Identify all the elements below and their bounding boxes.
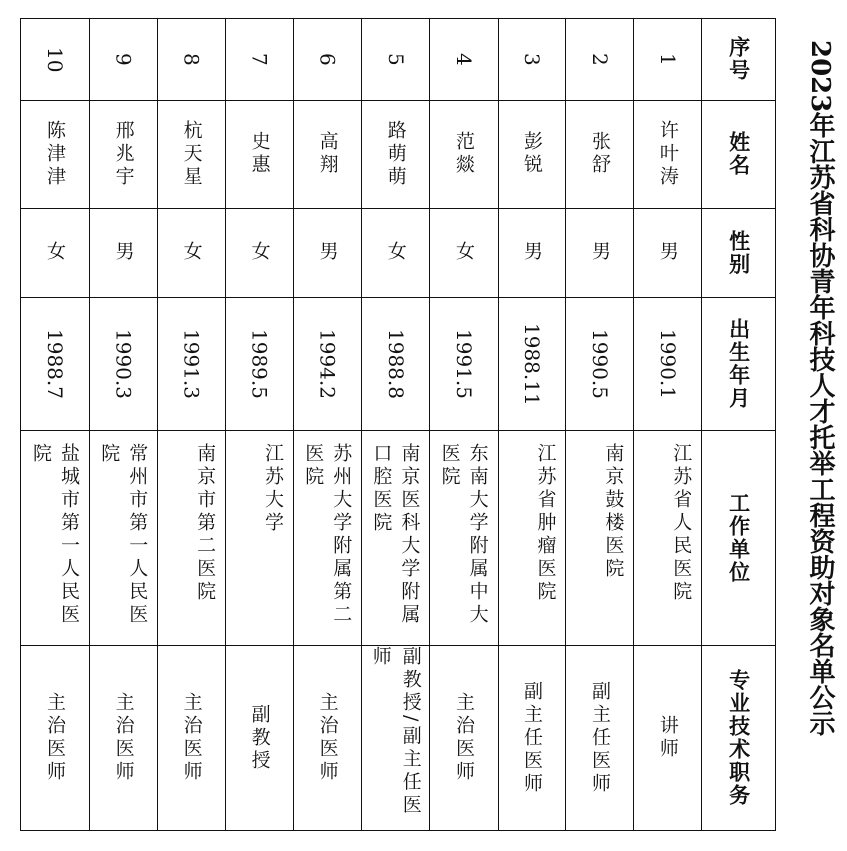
cell-no: 6 (294, 19, 361, 101)
cell-title: 主治医师 (44, 692, 67, 785)
cell-unit: 江苏省肿瘤医院 (499, 431, 566, 646)
cell-birth: 1990.5 (566, 298, 633, 431)
cell-no: 9 (90, 19, 157, 101)
table-row (21, 19, 89, 830)
header-name: 姓名 (702, 101, 775, 209)
cell-birth: 1988.8 (362, 298, 429, 431)
cell-gender: 女 (430, 209, 497, 299)
table-row (157, 19, 225, 830)
table-row (361, 19, 429, 830)
cell-name: 陈津津 (21, 101, 89, 209)
cell-title: 副主任医师 (521, 680, 544, 796)
cell-name: 杭天星 (158, 101, 225, 209)
page-title: 2023年江苏省科协青年科技人才托举工程资助对象名单公示 (805, 40, 835, 737)
cell-name: 史惠 (226, 101, 293, 209)
roster-table (20, 18, 776, 831)
cell-unit: 江苏省人民医院 (634, 431, 701, 646)
cell-unit: 南京市第二医院 (158, 431, 225, 646)
cell-unit: 南京鼓楼医院 (566, 431, 633, 646)
header-no: 序号 (702, 19, 775, 101)
cell-birth: 1991.5 (430, 298, 497, 431)
cell-title: 主治医师 (316, 692, 339, 785)
cell-gender: 女 (158, 209, 225, 299)
header-title: 专业技术职务 (726, 669, 751, 808)
cell-name: 路萌萌 (362, 101, 429, 209)
cell-unit: 南京医科大学附属口腔医院 (362, 431, 429, 646)
cell-title: 副教授/副主任医师 (369, 646, 422, 818)
cell-gender: 男 (566, 209, 633, 299)
cell-no: 2 (566, 19, 633, 101)
cell-title: 主治医师 (452, 692, 475, 785)
cell-no: 8 (158, 19, 225, 101)
cell-unit: 江苏大学 (226, 431, 293, 646)
table-row (633, 19, 701, 830)
header-unit: 工作单位 (702, 431, 775, 646)
cell-birth: 1991.3 (158, 298, 225, 431)
cell-no: 10 (21, 19, 89, 101)
cell-birth: 1990.3 (90, 298, 157, 431)
cell-name: 张舒 (566, 101, 633, 209)
cell-birth: 1988.11 (499, 298, 566, 431)
cell-name: 范燚 (430, 101, 497, 209)
cell-gender: 男 (634, 209, 701, 299)
cell-gender: 男 (90, 209, 157, 299)
cell-unit: 盐城市第一人民医院 (21, 431, 89, 646)
cell-no: 1 (634, 19, 701, 101)
cell-no: 4 (430, 19, 497, 101)
cell-name: 彭锐 (499, 101, 566, 209)
cell-gender: 男 (499, 209, 566, 299)
cell-birth: 1990.1 (634, 298, 701, 431)
cell-gender: 男 (294, 209, 361, 299)
table-row (565, 19, 633, 830)
cell-unit: 东南大学附属中大医院 (430, 431, 497, 646)
cell-title: 主治医师 (112, 692, 135, 785)
cell-no: 3 (499, 19, 566, 101)
cell-title: 主治医师 (180, 692, 203, 785)
cell-gender: 女 (21, 209, 89, 299)
table-row (429, 19, 497, 830)
cell-gender: 女 (226, 209, 293, 299)
cell-no: 7 (226, 19, 293, 101)
cell-unit: 常州市第一人民医院 (90, 431, 157, 646)
table-header-row (701, 19, 775, 830)
cell-name: 许叶涛 (634, 101, 701, 209)
cell-no: 5 (362, 19, 429, 101)
cell-name: 高翔 (294, 101, 361, 209)
cell-birth: 1988.7 (21, 298, 89, 431)
table-row (89, 19, 157, 830)
table-row (293, 19, 361, 830)
cell-title: 副教授 (248, 703, 271, 773)
header-gender: 性别 (702, 209, 775, 299)
cell-title: 讲师 (656, 715, 679, 762)
cell-unit: 苏州大学附属第二医院 (294, 431, 361, 646)
table-row (225, 19, 293, 830)
cell-gender: 女 (362, 209, 429, 299)
header-birth: 出生年月 (702, 298, 775, 431)
table-row (498, 19, 566, 830)
cell-birth: 1989.5 (226, 298, 293, 431)
cell-name: 邢兆宇 (90, 101, 157, 209)
cell-birth: 1994.2 (294, 298, 361, 431)
cell-title: 副主任医师 (588, 680, 611, 796)
